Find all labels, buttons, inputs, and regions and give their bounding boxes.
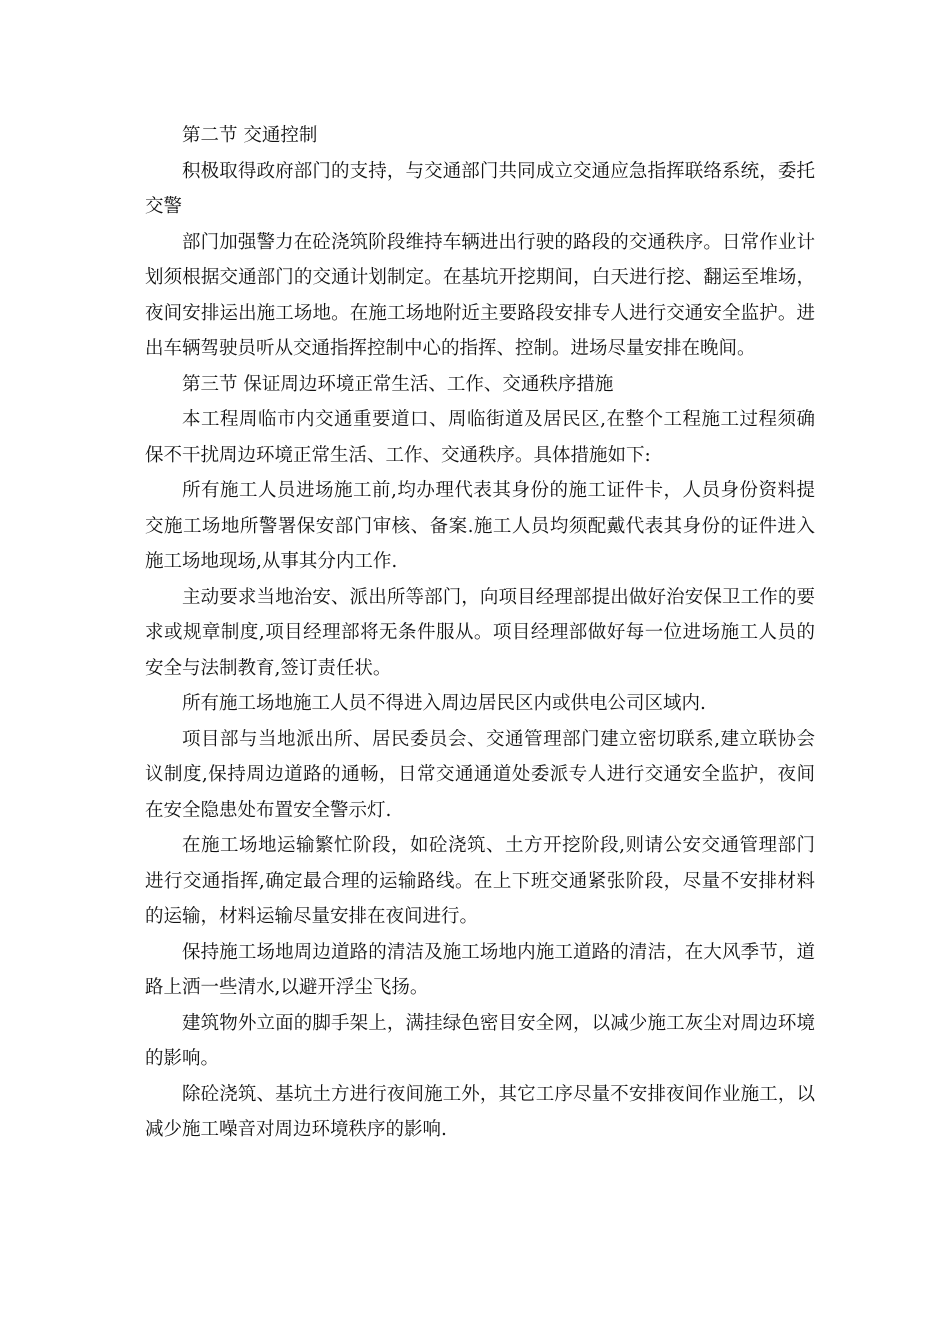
paragraph: 项目部与当地派出所、居民委员会、交通管理部门建立密切联系,建立联协会议制度,保持周边道路的通畅，日常交通通道处委派专人进行交通安全监护，夜间在安全隐患处布置安全警示灯.: [145, 728, 815, 821]
document-body: [145, 118, 815, 1148]
section-heading: 第三节 保证周边环境正常生活、工作、交通秩序措施: [182, 373, 614, 395]
paragraph: 所有施工人员进场施工前,均办理代表其身份的施工证件卡，人员身份资料提交施工场地所警署保安部门审核、备案.施工人员均须配戴代表其身份的证件进入施工场地现场,从事其分内工作.: [145, 480, 815, 572]
paragraph: 保持施工场地周边道路的清洁及施工场地内施工道路的清洁，在大风季节，道路上洒一些清水,以避开浮尘飞扬。: [145, 941, 815, 998]
paragraph: 积极取得政府部门的支持，与交通部门共同成立交通应急指挥联络系统，委托交警: [145, 160, 815, 217]
paragraph: 除砼浇筑、基坑土方进行夜间施工外，其它工序尽量不安排夜间作业施工，以减少施工噪音对周边环境秩序的影响.: [145, 1083, 815, 1140]
paragraph: 建筑物外立面的脚手架上，满挂绿色密目安全网，以减少施工灰尘对周边环境的影响。: [145, 1012, 815, 1069]
paragraph: 部门加强警力在砼浇筑阶段维持车辆进出行驶的路段的交通秩序。日常作业计划须根据交通部门的交通计划制定。在基坑开挖期间，白天进行挖、翻运至堆场，夜间安排运出施工场地。在施工场地附近主要路段安排专人进行交通安全监护。进出车辆驾驶员听从交通指挥控制中心的指挥、控制。进场尽量安排在晚间。: [145, 231, 815, 359]
paragraph: 主动要求当地治安、派出所等部门，向项目经理部提出做好治安保卫工作的要求或规章制度,项目经理部将无条件服从。项目经理部做好每一位进场施工人员的安全与法制教育,签订责任状。: [145, 586, 815, 679]
section-heading: 第二节 交通控制: [182, 125, 318, 146]
paragraph: 在施工场地运输繁忙阶段，如砼浇筑、土方开挖阶段,则请公安交通管理部门进行交通指挥,确定最合理的运输路线。在上下班交通紧张阶段，尽量不安排材料的运输，材料运输尽量安排在夜间进行。: [145, 835, 815, 927]
paragraph: 本工程周临市内交通重要道口、周临街道及居民区,在整个工程施工过程须确保不干扰周边环境正常生活、工作、交通秩序。具体措施如下:: [145, 409, 815, 466]
paragraph: 所有施工场地施工人员不得进入周边居民区内或供电公司区域内.: [182, 693, 706, 714]
